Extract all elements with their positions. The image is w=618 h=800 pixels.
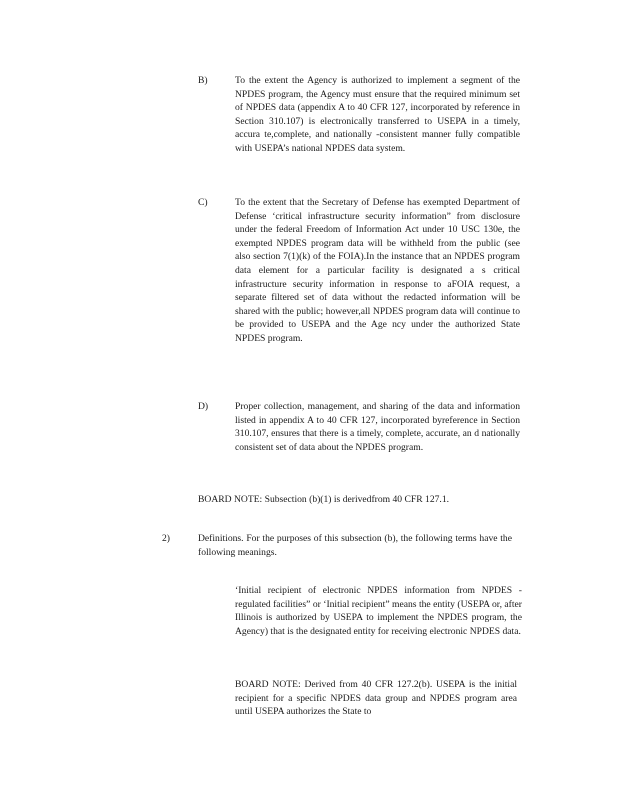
definition-initial-recipient: ‘Initial recipient of electronic NPDES information from NPDES -regulated facilities” or ‘Initial recipient” means the entity (USEPA or, after Illinois is authorized by USEPA to implement the NPDES program, the Agency) that is the designated entity for receiving electronic NPDES data. bbox=[235, 585, 522, 637]
item-b-marker: B) bbox=[198, 75, 208, 86]
item-d-text: Proper collection, management, and sharing of the data and information listed in appendix A to 40 CFR 127, incorporated byreference in Section 310.107, ensures that there is a timely, complete, accurate, an d nationally consistent set of data about the NPDES program. bbox=[235, 401, 520, 453]
board-note-1: BOARD NOTE: Subsection (b)(1) is derivedfrom 40 CFR 127.1. bbox=[198, 494, 450, 505]
item-b-text: To the extent the Agency is authorized to implement a segment of the NPDES program, the Agency must ensure that the required minimum set of NPDES data (appendix A to 40 CFR 127, incorporated by reference in Section 310.107) is electronically transferred to USEPA in a timely, accura te,complete, and nationally -consistent manner fully compatible with USEPA’s national NPDES data system. bbox=[235, 75, 520, 154]
section-2-marker: 2) bbox=[162, 533, 170, 544]
section-2-text: Definitions. For the purposes of this subsection (b), the following terms have the following meanings. bbox=[198, 533, 512, 558]
item-c-marker: C) bbox=[198, 197, 208, 208]
item-c-text: To the extent that the Secretary of Defense has exempted Department of Defense ‘critical infrastructure security information” from disclosure under the federal Freedom of Information Act under 10 USC 130e, the exempted NPDES program data will be withheld from the public (see also section 7(1)(k) of the FOIA).In the instance that an NPDES program data element for a particular facility is designated a s critical infrastructure security information in response to aFOIA request, a separate filtered set of data without the redacted information will be shared with the public; however,all NPDES program data will continue to be provided to USEPA and the Age ncy under the authorized State NPDES program. bbox=[235, 197, 520, 344]
item-d-marker: D) bbox=[198, 401, 209, 412]
board-note-2: BOARD NOTE: Derived from 40 CFR 127.2(b). USEPA is the initial recipient for a specific NPDES data group and NPDES program area until USEPA authorizes the State to bbox=[235, 679, 517, 718]
